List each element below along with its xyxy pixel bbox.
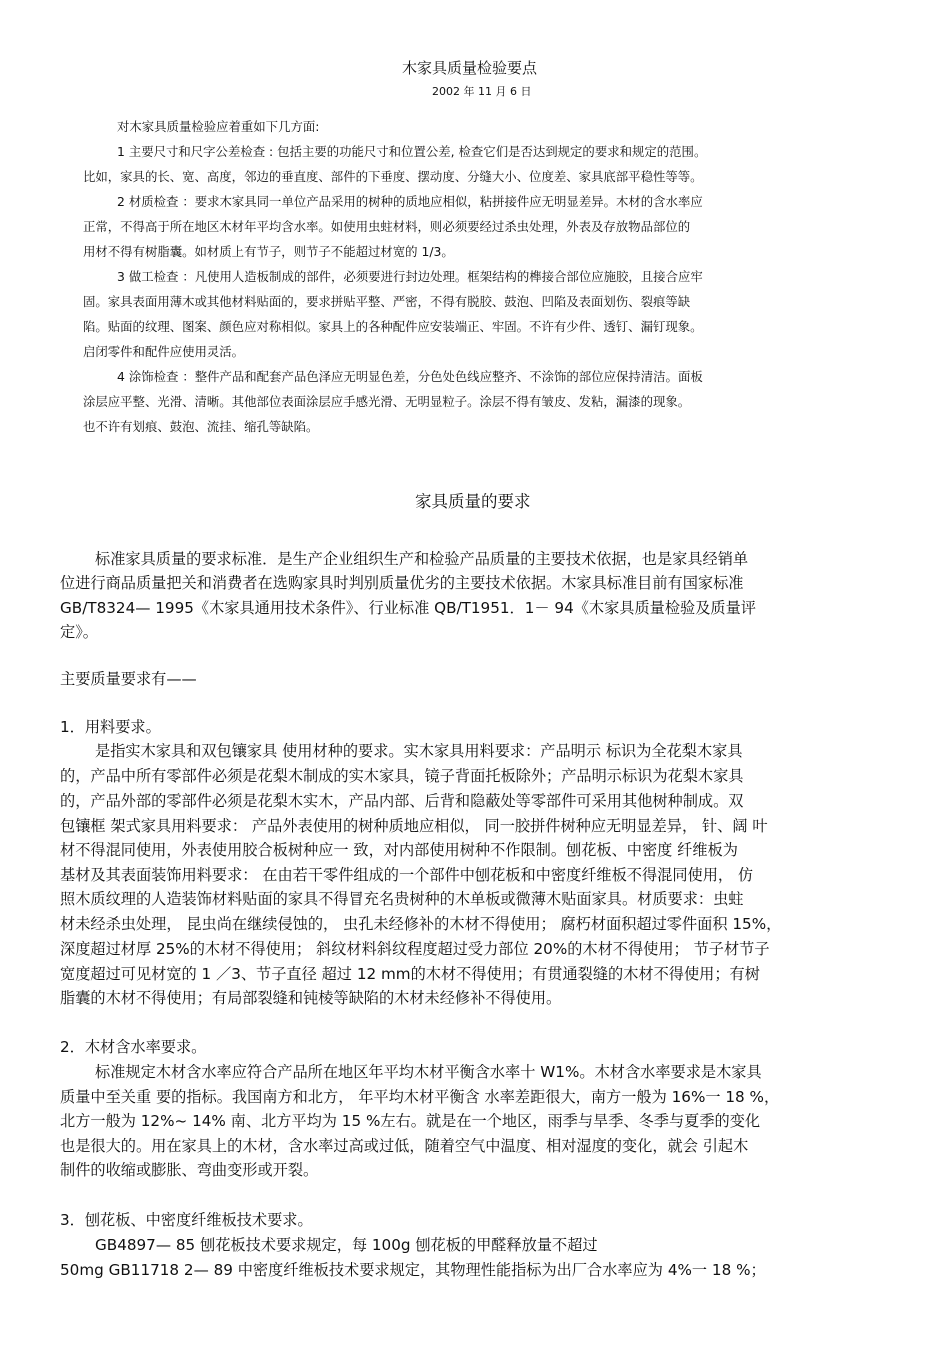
main-heading: 主要质量要求有——: [60, 670, 197, 688]
doc1-line: 启闭零件和配件应使用灵活。: [83, 344, 245, 359]
doc1-title: 木家具质量检验要点: [402, 59, 538, 77]
doc1-line: 用材不得有树脂囊。如材质上有节子，则节子不能超过材宽的 1/3。: [83, 244, 454, 259]
doc1-line: 比如，家具的长、宽、高度，邻边的垂直度、部件的下垂度、摆动度、分缝大小、位度差、家具底部平稳性等等。: [83, 169, 703, 184]
doc1-line: 3 做工检查 ：凡使用人造板制成的部件，必须要进行封边处理。框架结构的榫接合部位应施胶，且接合应牢: [117, 269, 703, 284]
section-1-heading: 1．用料要求。: [60, 718, 161, 736]
section-1-line: 照木质纹理的人造装饰材料贴面的家具不得冒充名贵树种的木单板或微薄木贴面家具。材质要求：虫蛀: [60, 890, 744, 908]
section-2-line: 北方一般为 12%~ 14% 南、北方平均为 15 %左右。就是在一个地区，雨季与旱季、冬季与夏季的变化: [60, 1112, 761, 1130]
doc1-line: 固。家具表面用薄木或其他材料贴面的，要求拼贴平整、严密，不得有脱胶、鼓泡、凹陷及表面划伤、裂痕等缺: [83, 294, 691, 309]
section-2-line: 标准规定木材含水率应符合产品所在地区年平均木材平衡含水率十 W1%。木材含水率要求是木家具: [95, 1063, 762, 1081]
doc1-line: 2 材质检查 ：要求木家具同一单位产品采用的树种的质地应相似，粘拼接件应无明显差异。木材的含水率应: [117, 194, 703, 209]
section-1-line: 材不得混同使用，外表使用胶合板树种应一 致，对内部使用树种不作限制。刨花板、中密度 纤维板为: [60, 841, 738, 859]
section-1-line: 材未经杀虫处理， 昆虫尚在继续侵蚀的， 虫孔未经修补的木材不得使用； 腐朽材面积超过零件面积 15%，: [60, 915, 782, 933]
section-3-line: GB4897— 85 刨花板技术要求规定，每 100g 刨花板的甲醛释放量不超过: [95, 1236, 598, 1254]
section-1-line: 的，产品外部的零部件必须是花梨木实木，产品内部、后背和隐蔽处等零部件可采用其他树种制成。双: [60, 792, 744, 810]
section-2-line: 制件的收缩或膨胀、弯曲变形或开裂。: [60, 1161, 319, 1179]
section-2-heading: 2．木材含水率要求。: [60, 1038, 207, 1056]
section-1-line: 包镶框 架式家具用料要求： 产品外表使用的树种质地应相似， 同一胶拼件树种应无明显差异， 针、阔 叶: [60, 817, 768, 835]
section-2-line: 质量中至关重 要的指标。我国南方和北方， 年平均木材平衡含 水率差距很大，南方一般为 16%一 18 %，: [60, 1088, 780, 1106]
section-1-line: 是指实木家具和双包镶家具 使用材种的要求。实木家具用料要求：产品明示 标识为全花梨木家具: [95, 742, 743, 760]
doc1-line: 正常，不得高于所在地区木材年平均含水率。如使用虫蛀材料，则必须要经过杀虫处理，外表及存放物品部位的: [83, 219, 691, 234]
section-1-line: 基材及其表面装饰用料要求： 在由若干零件组成的一个部件中刨花板和中密度纤维板不得混同使用， 仿: [60, 866, 754, 884]
doc1-line: 也不许有划痕、鼓泡、流挂、缩孔等缺陷。: [83, 419, 319, 434]
section-1-line: 宽度超过可见材宽的 1 ／3、节子直径 超过 12 mm的木材不得使用；有贯通裂缝的木材不得使用；有树: [60, 965, 760, 983]
doc1-line: 涂层应平整、光滑、清晰。其他部位表面涂层应手感光滑、无明显粒子。涂层不得有皱皮、发粘，漏漆的现象。: [83, 394, 691, 409]
doc1-line: 陷。贴面的纹理、图案、颜色应对称相似。家具上的各种配件应安装端正、牢固。不许有少件、透钉、漏钉现象。: [83, 319, 703, 334]
doc1-line: 对木家具质量检验应着重如下几方面:: [117, 119, 320, 134]
doc1-line: 4 涂饰检查 ：整件产品和配套产品色泽应无明显色差，分色处色线应整齐、不涂饰的部位应保持清洁。面板: [117, 369, 703, 384]
doc2-intro-line: GB∕T8324— 1995《木家具通用技术条件》、行业标准 QB∕T1951．1－ 94《木家具质量检验及质量评: [60, 599, 756, 617]
section-1-line: 脂囊的木材不得使用；有局部裂缝和钝棱等缺陷的木材未经修补不得使用。: [60, 989, 562, 1007]
section-2-line: 也是很大的。用在家具上的木材，含水率过高或过低，随着空气中温度、相对湿度的变化，就会 引起木: [60, 1137, 749, 1155]
section-1-line: 的，产品中所有零部件必须是花梨木制成的实木家具，镜子背面托板除外；产品明示标识为花梨木家具: [60, 767, 744, 785]
section-3-line: 50mg GB11718 2— 89 中密度纤维板技术要求规定，其物理性能指标为出厂合水率应为 4%一 18 %；: [60, 1261, 766, 1279]
doc2-intro-line: 定》。: [60, 623, 98, 641]
doc2-title: 家具质量的要求: [415, 492, 531, 511]
section-3-heading: 3．刨花板、中密度纤维板技术要求。: [60, 1211, 313, 1229]
doc1-date: 2002 年 11 月 6 日: [432, 85, 532, 98]
section-1-line: 深度超过材厚 25%的木材不得使用； 斜纹材料斜纹程度超过受力部位 20%的木材不得使用； 节子材节子: [60, 940, 770, 958]
doc1-line: 1 主要尺寸和尺字公差检查 : 包括主要的功能尺寸和位置公差, 检查它们是否达到规定的要求和规定的范围。: [117, 144, 707, 159]
doc2-intro-line: 位进行商品质量把关和消费者在选购家具时判别质量优劣的主要技术依据。木家具标准目前有国家标准: [60, 574, 744, 592]
doc2-intro-line: 标准家具质量的要求标准．是生产企业组织生产和检验产品质量的主要技术依据，也是家具经销单: [95, 550, 749, 568]
